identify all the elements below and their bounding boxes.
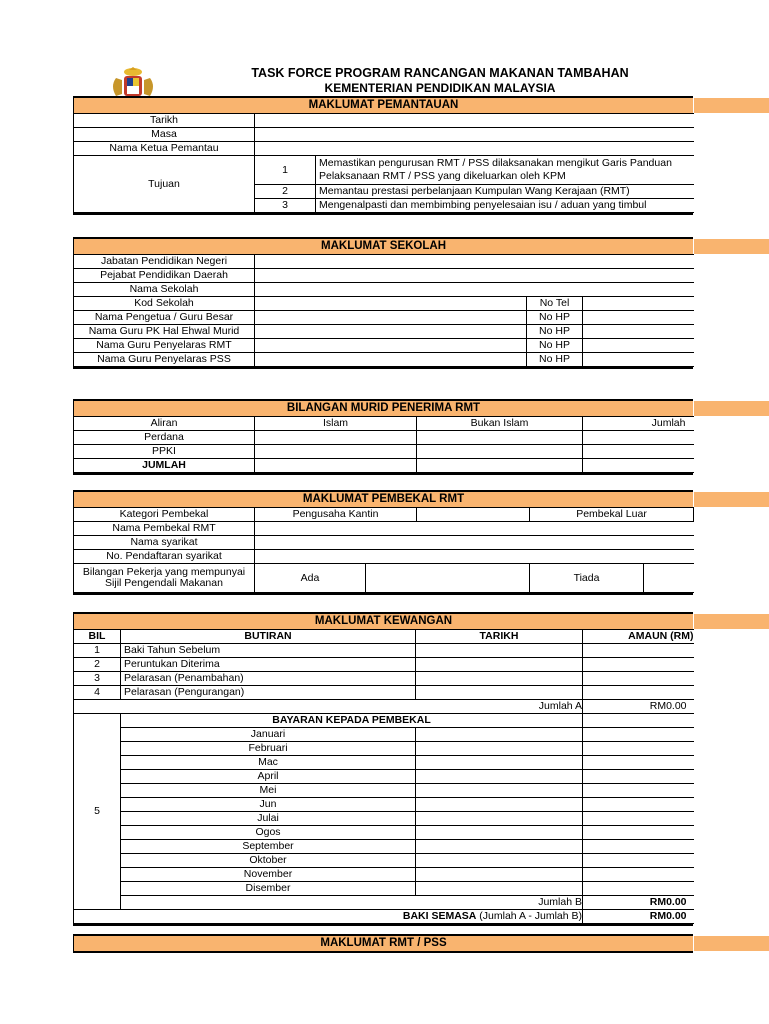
cell-input-tarikh[interactable] [416,826,583,840]
field-input-guru-hem[interactable] [255,325,527,339]
table-row [74,910,694,924]
cell-input-tarikh[interactable] [416,644,583,658]
table-row [74,550,694,564]
field-input-guru-rmt[interactable] [255,339,527,353]
cell-input[interactable] [255,445,417,459]
field-input-tiada[interactable] [644,564,694,592]
table-row [74,644,694,658]
baki-semasa-title: BAKI SEMASA [402,910,477,922]
pembekal-table [73,507,694,593]
option-pembekal-luar[interactable]: Pembekal Luar [530,508,694,522]
field-label-kod-sekolah: Kod Sekolah [74,297,255,311]
column-header-bukan-islam: Bukan Islam [417,417,583,431]
field-label-guru-rmt: Nama Guru Penyelaras RMT [74,339,255,353]
field-input-guru-pss[interactable] [255,353,527,367]
table-row [74,854,694,868]
field-input-no-hp[interactable] [583,339,694,353]
cell-input[interactable] [417,445,583,459]
cell-input-amaun[interactable] [583,882,694,896]
cell-input-tarikh[interactable] [416,798,583,812]
table-row [74,431,694,445]
table-row [74,784,694,798]
cell-input[interactable] [417,431,583,445]
cell-input-amaun[interactable] [583,728,694,742]
option-pengusaha-kantin[interactable]: Pengusaha Kantin [255,508,417,522]
kewangan-table [73,629,694,924]
cell-input[interactable] [417,459,583,473]
field-label-ppd: Pejabat Pendidikan Daerah [74,269,255,283]
month-label: Disember [121,882,416,896]
field-label-ketua: Nama Ketua Pemantau [74,142,255,156]
table-row [74,756,694,770]
total-label-b: Jumlah B [121,896,583,910]
table-row [74,728,694,742]
table-row [74,417,694,431]
cell-input[interactable] [255,459,417,473]
field-input-nama-pembekal[interactable] [255,522,694,536]
section-pemantauan [73,96,693,215]
cell-input-amaun[interactable] [583,756,694,770]
field-input-ada[interactable] [366,564,530,593]
table-row [74,882,694,896]
option-ada: Ada [255,564,366,593]
column-header-amaun: AMAUN (RM) [583,630,694,644]
cell-input-amaun[interactable] [583,784,694,798]
field-label-no-hp: No HP [527,311,583,325]
field-label-nama-pembekal: Nama Pembekal RMT [74,522,255,536]
cell-input-amaun[interactable] [583,672,694,686]
section-sekolah [73,237,693,369]
pemantauan-table [73,113,694,213]
field-label-jpn: Jabatan Pendidikan Negeri [74,255,255,269]
cell-input-tarikh[interactable] [416,686,583,700]
cell-input-amaun[interactable] [583,840,694,854]
month-label: Ogos [121,826,416,840]
objective-number: 3 [255,199,316,213]
cell-input-tarikh[interactable] [416,882,583,896]
field-input-ketua[interactable] [255,142,694,156]
table-row [74,156,694,185]
month-label: Januari [121,728,416,742]
item-description: Baki Tahun Sebelum [121,644,416,658]
cell-input-tarikh[interactable] [416,658,583,672]
field-label-bilangan-pekerja: Bilangan Pekerja yang mempunyai Sijil Pengendali Makanan [74,564,255,593]
cell-input-tarikh[interactable] [416,756,583,770]
table-row [74,339,694,353]
table-row [74,311,694,325]
month-label: Februari [121,742,416,756]
table-row [74,714,694,728]
cell-input-amaun[interactable] [583,686,694,700]
section-heading-pembekal: MAKLUMAT PEMBEKAL RMT [73,492,693,507]
section-pembekal [73,490,693,595]
table-row [74,770,694,784]
field-label-masa: Masa [74,128,255,142]
field-label-kategori: Kategori Pembekal [74,508,255,522]
sekolah-table [73,254,694,367]
cell-input[interactable] [583,459,694,473]
field-input-jpn[interactable] [255,255,694,269]
column-header-aliran: Aliran [74,417,255,431]
cell-input-tarikh[interactable] [416,770,583,784]
table-row [74,826,694,840]
field-input-nama-sekolah[interactable] [255,283,694,297]
row-label-ppki: PPKI [74,445,255,459]
month-label: Mei [121,784,416,798]
item-number: 1 [74,644,121,658]
table-row [74,445,694,459]
table-row [74,325,694,339]
item-number: 2 [74,658,121,672]
field-input-nama-syarikat[interactable] [255,536,694,550]
section-kewangan [73,612,693,926]
table-row [74,672,694,686]
section-heading-sekolah: MAKLUMAT SEKOLAH [73,239,693,254]
cell-input-amaun[interactable] [583,826,694,840]
table-row [74,269,694,283]
total-value-b: RM0.00 [583,896,694,910]
field-label-no-hp: No HP [527,353,583,367]
section-murid [73,399,693,475]
table-row [74,508,694,522]
option-tiada: Tiada [530,564,644,592]
field-label-no-tel: No Tel [527,297,583,311]
month-label: Jun [121,798,416,812]
field-input-ppd[interactable] [255,269,694,283]
cell-input-tarikh[interactable] [416,868,583,882]
cell-input-amaun[interactable] [583,742,694,756]
table-row [74,564,694,593]
column-header-jumlah: Jumlah [583,417,694,431]
field-input-no-hp[interactable] [583,325,694,339]
month-label: Oktober [121,854,416,868]
month-label: November [121,868,416,882]
section-heading-pemantauan: MAKLUMAT PEMANTAUAN [73,98,693,113]
month-label: Mac [121,756,416,770]
field-label-no-hp: No HP [527,325,583,339]
table-row [74,297,694,311]
document-subtitle: KEMENTERIAN PENDIDIKAN MALAYSIA [324,81,556,95]
bayaran-heading: BAYARAN KEPADA PEMBEKAL [121,714,583,728]
month-label: Julai [121,812,416,826]
section-heading-kewangan: MAKLUMAT KEWANGAN [73,614,693,629]
field-label-guru-hem: Nama Guru PK Hal Ehwal Murid [74,325,255,339]
field-label-nama-sekolah: Nama Sekolah [74,283,255,297]
field-input-tiada-group [530,564,694,593]
table-row [74,658,694,672]
section-heading-rmt-pss: MAKLUMAT RMT / PSS [73,936,693,951]
objective-text: Memastikan pengurusan RMT / PSS dilaksanakan mengikut Garis Panduan Pelaksanaan RMT / PSS yang dikeluarkan oleh KPM [316,156,694,185]
cell-input-amaun[interactable] [583,854,694,868]
table-row [74,896,694,910]
column-header-butiran: BUTIRAN [121,630,416,644]
field-input-no-tel[interactable] [583,297,694,311]
field-label-pengetua: Nama Pengetua / Guru Besar [74,311,255,325]
total-value-a: RM0.00 [583,700,694,714]
cell-input[interactable] [583,445,694,459]
field-label-tujuan: Tujuan [74,156,255,213]
item-number: 3 [74,672,121,686]
cell-input-tarikh[interactable] [416,784,583,798]
baki-semasa-label [74,910,583,924]
table-row [74,798,694,812]
field-input-pengetua[interactable] [255,311,527,325]
table-row [74,255,694,269]
table-row [74,630,694,644]
month-label: April [121,770,416,784]
month-label: September [121,840,416,854]
table-row [74,283,694,297]
objective-number: 2 [255,185,316,199]
item-description: Peruntukan Diterima [121,658,416,672]
field-input-no-hp[interactable] [583,353,694,367]
cell-input-tarikh[interactable] [416,854,583,868]
total-label-a: Jumlah A [74,700,583,714]
table-row [74,142,694,156]
table-row [74,459,694,473]
cell-input-tarikh[interactable] [416,672,583,686]
objective-number: 1 [255,156,316,185]
cell-input-tarikh[interactable] [416,728,583,742]
field-label-no-hp: No HP [527,339,583,353]
table-row [74,700,694,714]
item-description: Pelarasan (Penambahan) [121,672,416,686]
table-row [74,686,694,700]
field-input-kod-sekolah[interactable] [255,297,527,311]
objective-text: Mengenalpasti dan membimbing penyelesaian isu / aduan yang timbul [316,199,694,213]
cell-input-amaun[interactable] [583,770,694,784]
cell-input-amaun[interactable] [583,644,694,658]
cell-input[interactable] [255,431,417,445]
section-heading-murid: BILANGAN MURID PENERIMA RMT [73,401,693,416]
field-label-guru-pss: Nama Guru Penyelaras PSS [74,353,255,367]
cell-empty [583,714,694,728]
item-number: 4 [74,686,121,700]
murid-table [73,416,694,473]
table-row [74,812,694,826]
table-row [74,128,694,142]
cell-input-amaun[interactable] [583,868,694,882]
row-label-jumlah: JUMLAH [74,459,255,473]
field-label-no-pendaftaran: No. Pendaftaran syarikat [74,550,255,564]
field-input-no-pendaftaran[interactable] [255,550,694,564]
field-label-tarikh: Tarikh [74,114,255,128]
checkbox-pengusaha-kantin[interactable] [417,508,530,522]
cell-input-tarikh[interactable] [416,742,583,756]
baki-semasa-value: RM0.00 [583,910,694,924]
cell-input-amaun[interactable] [583,658,694,672]
objective-text: Memantau prestasi perbelanjaan Kumpulan Wang Kerajaan (RMT) [316,185,694,199]
cell-input[interactable] [583,431,694,445]
table-row [74,536,694,550]
row-label-perdana: Perdana [74,431,255,445]
table-row [74,522,694,536]
field-input-no-hp[interactable] [583,311,694,325]
column-header-bil: BIL [74,630,121,644]
item-number: 5 [74,714,121,910]
cell-input-tarikh[interactable] [416,840,583,854]
field-label-nama-syarikat: Nama syarikat [74,536,255,550]
table-row [74,114,694,128]
cell-input-amaun[interactable] [583,812,694,826]
document-title: TASK FORCE PROGRAM RANCANGAN MAKANAN TAMBAHAN [251,66,629,80]
field-input-masa[interactable] [255,128,694,142]
field-input-tarikh[interactable] [255,114,694,128]
column-header-tarikh: TARIKH [416,630,583,644]
cell-input-tarikh[interactable] [416,812,583,826]
baki-semasa-formula: (Jumlah A - Jumlah B) [479,910,582,922]
table-row [74,353,694,367]
column-header-islam: Islam [255,417,417,431]
table-row [74,840,694,854]
table-row [74,742,694,756]
table-row [74,868,694,882]
section-rmt-pss [73,934,693,953]
cell-input-amaun[interactable] [583,798,694,812]
item-description: Pelarasan (Pengurangan) [121,686,416,700]
